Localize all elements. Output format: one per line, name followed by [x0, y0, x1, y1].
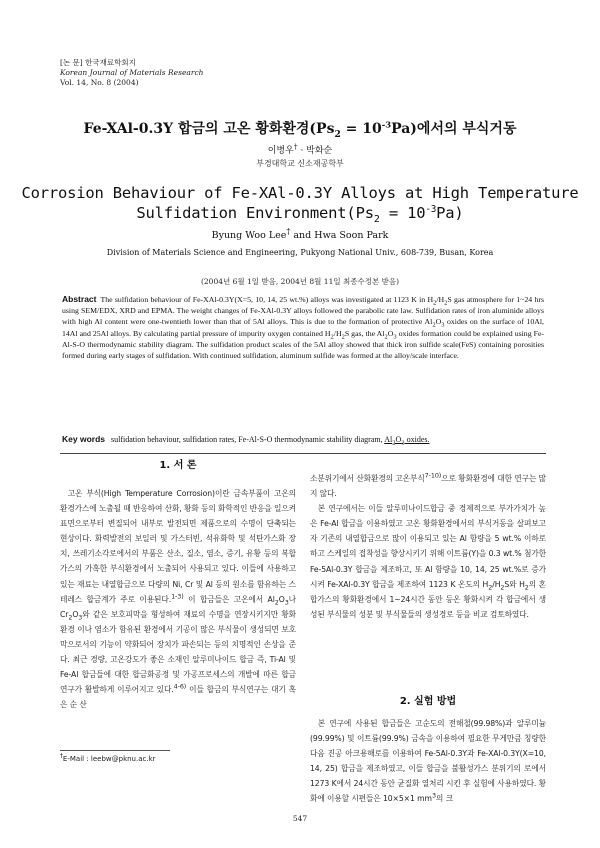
journal-name-ko: [논 문] 한국재료학회지 [60, 58, 136, 67]
abstract-label: Abstract [62, 294, 97, 304]
intro-body-continued [310, 471, 546, 622]
section-heading-methods: 2. 실험 방법 [399, 696, 457, 707]
divider [60, 453, 546, 454]
paper-title-en: Corrosion Behaviour of Fe-XAl-0.3Y Alloys at High Temperature Sulfidation $Environment(Ps_2 = 10^{-3}Pa)$ [21, 184, 579, 226]
affiliation-en: Division of Materials Science and Engineering, Pukyong National Univ., 608-739, Busan, Korea [106, 248, 494, 257]
abstract: Abstract The sulfidation behaviour of Fe-XAl-0.3Y(X=5, 10, 14, 25 wt.%) alloys was investigated at 1123 K in $H_2/H_2S$ gas atmosphere for 1~24 hrs using SEM/EDX, XRD and EPMA. The weight changes of Fe-XAl-0.3Y alloys followed the parabolic rate law. Sulfidation rates of iron aluminide alloys with high Al content were one-twentieth lower than that of 5Al alloys. This is due to the formation of protective $Al_2O_3$ oxides on the surface of 10Al, 14Al and 25Al alloys. By calculating partial pressure of impurity oxygen contained $H_2/H_2S$ gas, the $Al_2O_3$ oxides formation could be explained using Fe-Al-S-O thermodynamic stability diagram. The sulfidation product scales of the 5Al alloy showed that thick iron sulfide scale(FeS) containing porosities formed during early stages of sulfidation. With continued sulfidation, aluminum sulfide was formed at the alloy/scale interface. [62, 294, 544, 361]
section-heading-introduction: 1. 서 론 [159, 460, 197, 471]
page-number: 547 [292, 814, 308, 823]
methods-body [310, 716, 546, 807]
methods-paragraph-1: 본 연구에 사용된 합금들은 고순도의 전해철(99.98%)과 알루미늄(99.99%) 및 이트륨(99.9%) 금속을 이용하여 필요한 무게만큼 칭량한 다음 진공 아크용해로를 이용하여 Fe-5Al-0.3Y과 Fe-XAl-0.3Y(X=10, 14, 25) 합금을 제조하였고, 이들 합금을 불활성가스 분위기의 로에서 1273 K에서 24시간 동안 균질화 열처리 시킨 후 실험에 사용하였다. 황화에 이용할 시편들은 10×5×1 $mm^3$의 크 [310, 719, 546, 804]
authors-ko: 이병우† · 박화순 [267, 142, 333, 156]
paper-title-ko: Fe-XAl-0.3Y 합금의 고온 황화환경$(Ps_2 = 10^{-3}Pa)$에서의 부식거동 [83, 119, 517, 140]
keywords: Key words sulfidation behaviour, sulfidation rates, Fe-Al-S-O thermodynamic stability diagram, $Al_2O_3$ oxides. [62, 434, 430, 447]
intro-body [60, 486, 296, 712]
footnote-email: †E-Mail : leebw@pknu.ac.kr [60, 753, 156, 763]
journal-header [60, 58, 203, 88]
affiliation-ko: 부경대학교 신소재공학부 [256, 159, 344, 168]
intro-paragraph-1: 고온 부식(High Temperature Corrosion)이란 금속부품이 고온의 환경가스에 노출될 때 반응하여 산화, 황화 등의 화학적인 반응을 일으켜 표면으로부터 변질되어 내부로 발전되면 제품으로의 수명이 단축되는 현상이다. 화력발전의 보일러 및 가스터빈, 석유화학 및 석탄가스화 장치, 쓰레기소각로에서의 부품은 산소, 질소, 염소, 증기, 유황 등의 복합 가스의 가혹한 부식환경에서 노출되어 사용되고 있다. 이들에 사용하고 있는 재료는 내열합금으로 다량의 Ni, Cr 및 Al 등의 원소를 함유하는 스테레스 합금계가 주로 이용된다.$^{1-3)}$ 이 합금들은 고온에서 $Al_2O_3$나 $Cr_2O_3$와 같은 보호피막을 형성하여 재료의 수명을 연장시키지만 황화환경 이나 염소가 함유된 환경에서 기공이 많은 부식물이 생성되면 보호막으로서의 기능이 약화되어 장치가 파손되는 등의 치명적인 손상을 준다. 최근 경량, 고온강도가 좋은 소재인 알루미나이드 합금 즉, Ti-Al 및 Fe-Al 합금들에 대한 합금화공정 및 가공프로세스의 개발에 따른 합금 연구가 활발하게 이루어지고 있다.$^{4-6)}$ 이들 합금의 부식연구는 대기 혹은 순 산 [60, 489, 296, 710]
footnote-rule [60, 750, 170, 751]
journal-name-en: Korean Journal of Materials Research [60, 68, 204, 77]
authors-en: Byung Woo Lee† and Hwa Soon Park [211, 226, 389, 241]
intro-paragraph-2: 본 연구에서는 이들 알루미나이드합금 중 경제적으로 부가가치가 높은 Fe-Al 합금을 이용하였고 고온 황화환경에서의 부식거동을 살펴보고자 기존의 내열합금으로 많이 이용되고 있는 Al 함량을 5 wt.% 이하로 하고 스케일의 접착성을 향상시키기 위해 이트륨(Y)을 0.3 wt.% 첨가한 Fe-5Al-0.3Y 합금을 제조하고, 또 Al 함량을 10, 14, 25 wt.%로 증가 시켜 Fe-XAl-0.3Y 합금을 제조하여 1123 K 온도의 $H_2/H_2S$와 $H_2$의 혼합가스의 황화환경에서 1~24시간 동안 등온 황화시켜 각 합금에서 생성된 부식물의 성분 및 부식물들의 생성경로 등을 비교 검토하였다. [310, 504, 546, 619]
keywords-label: Key words [62, 434, 105, 444]
intro-paragraph-continued: 소분위기에서 산화환경의 고온부식$^{7-10)}$으로 황화환경에 대한 연구는 많지 않다. [310, 471, 546, 499]
received-dates: (2004년 6월 1일 받음, 2004년 8월 11일 최종수정본 받음) [200, 277, 399, 286]
journal-volume: Vol. 14, No. 8 (2004) [60, 78, 139, 87]
